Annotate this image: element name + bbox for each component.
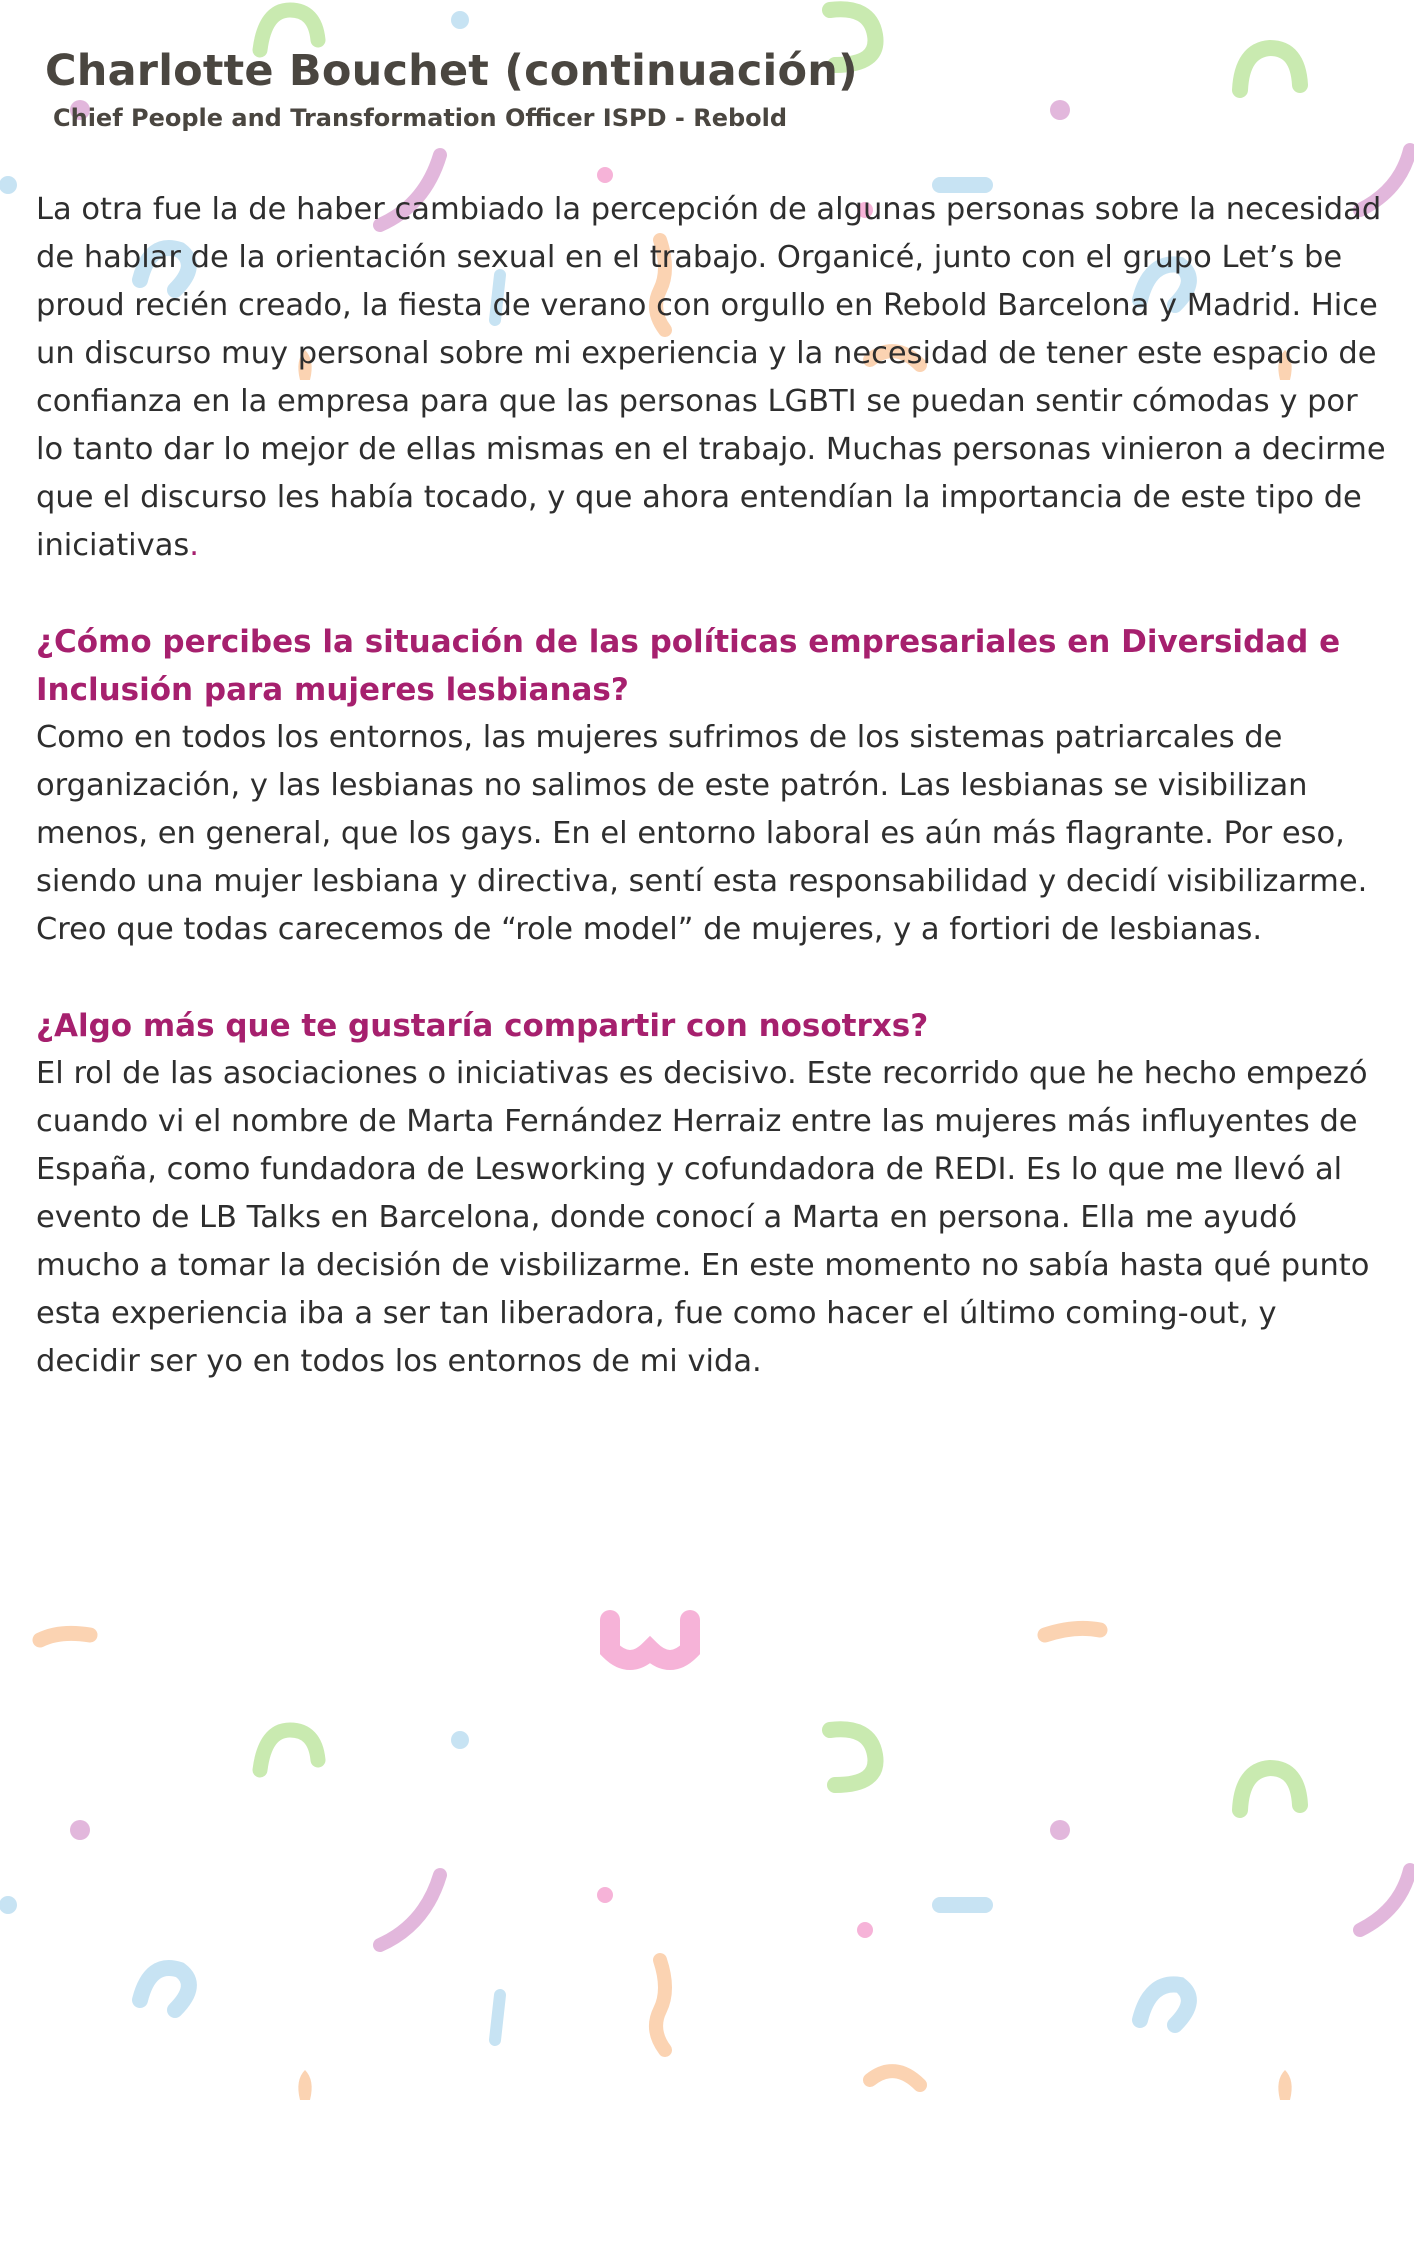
answer-2: El rol de las asociaciones o iniciativas es decisivo. Este recorrido que he hecho empezó cuando vi el nombre de Marta Fernández Herraiz entre las mujeres más influyentes de España, como fundadora de Lesworking y cofundadora de REDI. Es lo que me llevó al evento de LB Talks en Barcelona, donde conocí a Marta en persona. Ella me ayudó mucho a tomar la decisión de visbilizarme. En este momento no sabía hasta qué punto esta experiencia iba a ser tan liberadora, fue como hacer el último coming-out, y decidir ser yo en todos los entornos de mi vida. [36,1056,1370,1379]
paragraph-intro-end: . [189,528,199,563]
question-1: ¿Cómo percibes la situación de las políticas empresariales en Diversidad e Inclusión para mujeres lesbianas? [36,624,1341,708]
page-title: Charlotte Bouchet (continuación) [45,46,858,96]
answer-1: Como en todos los entornos, las mujeres sufrimos de los sistemas patriarcales de organización, y las lesbianas no salimos de este patrón. Las lesbianas se visibilizan menos, en general, que los gays. En el entorno laboral es aún más flagrante. Por eso, siendo una mujer lesbiana y directiva, sentí esta responsabilidad y decidí visibilizarme. Creo que todas carecemos de “role model” de mujeres, y a fortiori de lesbianas. [36,720,1368,947]
question-2: ¿Algo más que te gustaría compartir con nosotrxs? [36,1008,929,1044]
page-header [45,46,858,132]
article-body [36,186,1386,1386]
paragraph-intro [36,186,1386,570]
page-subtitle: Chief People and Transformation Officer ISPD - Rebold [53,104,788,132]
paragraph-intro-text: La otra fue la de haber cambiado la percepción de algunas personas sobre la necesidad de hablar de la orientación sexual en el trabajo. Organicé, junto con el grupo Let’s be proud recién creado, la fiesta de verano con orgullo en Rebold Barcelona y Madrid. Hice un discurso muy personal sobre mi experiencia y la necesidad de tener este espacio de confianza en la empresa para que las personas LGBTI se puedan sentir cómodas y por lo tanto dar lo mejor de ellas mismas en el trabajo. Muchas personas vinieron a decirme que el discurso les había tocado, y que ahora entendían la importancia de este tipo de iniciativas [36,192,1386,563]
